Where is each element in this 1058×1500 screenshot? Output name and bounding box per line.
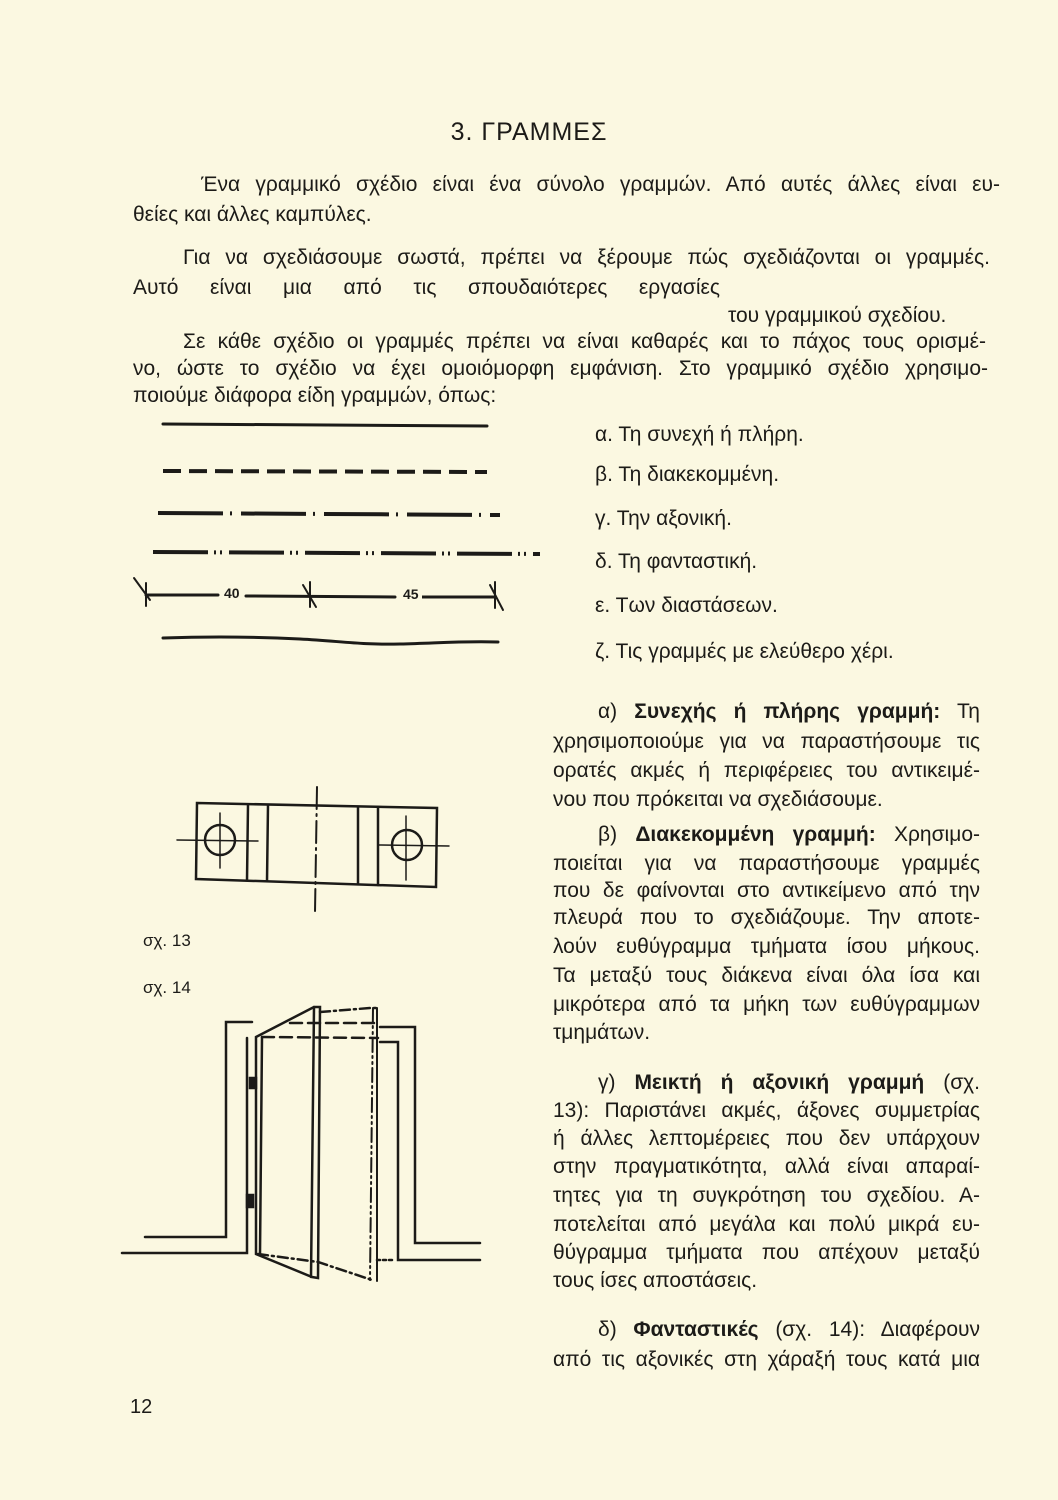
text-segment: Για να σχεδιάσουμε σωστά, πρέπει να ξέρουμε πώς σχεδιάζονται οι γραμμές.: [183, 246, 990, 269]
dimension-label: 45: [400, 586, 422, 602]
text-segment: του γραμμικού σχεδίου.: [728, 304, 947, 327]
bold-term: Διακεκομμένη γραμμή:: [635, 823, 876, 846]
text-segment: α): [598, 700, 635, 723]
text-segment: λούν ευθύγραμμα τμήματα ίσου μήκους.: [553, 935, 980, 958]
freehand-line-sample: [163, 637, 498, 644]
text-segment: από τις αξονικές στη χάραξή τους κατά μια: [553, 1348, 980, 1371]
dimension-line-sample: [134, 578, 503, 610]
dash-dot-line-sample: [158, 513, 500, 515]
figure-13-drawing: [177, 787, 449, 912]
bold-term: Συνεχής ή πλήρης γραμμή:: [634, 700, 941, 723]
text-segment: ποτελείται από μεγάλα και πολύ μικρά ευ-: [553, 1213, 980, 1236]
text-segment: πλευρά που το σχεδιάζουμε. Την αποτε-: [553, 906, 980, 929]
text-segment: Χρησιμο-: [875, 823, 980, 846]
bold-term: Μεικτή ή αξονική γραμμή: [634, 1071, 925, 1094]
text-segment: θύγραμμα τμήματα που απέχουν μεταξύ: [553, 1241, 980, 1264]
dimension-label: 40: [221, 585, 243, 601]
text-segment: β): [598, 823, 636, 846]
text-segment: Αυτό είναι μια από τις σπουδαιότερες εργασίες: [133, 276, 720, 299]
text-segment: Τη: [940, 700, 980, 723]
list-item: β. Τη διακεκομμένη.: [595, 463, 780, 486]
figure-14-door-drawing: [122, 1007, 480, 1281]
text-segment: (σχ.: [924, 1071, 980, 1094]
text-segment: που δε φαίνονται στο αντικείμενο από την: [553, 879, 980, 902]
text-segment: Σε κάθε σχέδιο οι γραμμές πρέπει να είναι καθαρές και το πάχος τους ορισμέ-: [183, 330, 986, 353]
text-segment: γ): [598, 1071, 635, 1094]
dashed-line-sample: [163, 471, 487, 472]
text-segment: ή άλλες λεπτομέρειες που δεν υπάρχουν: [553, 1127, 980, 1150]
text-segment: μικρότερα από τα μήκη των ευθύγραμμων: [553, 993, 980, 1016]
text-segment: δ): [598, 1318, 634, 1341]
text-segment: θείες και άλλες καμπύλες.: [133, 203, 372, 226]
figure-13-caption: σχ. 13: [143, 931, 191, 950]
text-segment: νου που πρόκειται να σχεδιάσουμε.: [553, 788, 883, 811]
text-segment: νο, ώστε το σχέδιο να έχει ομοιόμορφη εμφάνιση. Στο γραμμικό σχέδιο χρησιμο-: [133, 357, 988, 380]
page-title: 3. ΓΡΑΜΜΕΣ: [450, 118, 608, 146]
page-number: 12: [130, 1396, 153, 1418]
text-segment: Ένα γραμμικό σχέδιο είναι ένα σύνολο γραμμών. Από αυτές άλλες είναι ευ-: [201, 173, 1000, 196]
list-item: α. Τη συνεχή ή πλήρη.: [595, 423, 804, 446]
bold-term: Φανταστικές: [633, 1318, 759, 1341]
solid-line-sample: [163, 424, 487, 426]
text-segment: χρησιμοποιούμε για να παραστήσουμε τις: [553, 730, 980, 753]
text-segment: ποιείται για να παραστήσουμε γραμμές: [553, 852, 980, 875]
text-segment: τμημάτων.: [553, 1021, 651, 1044]
list-item: ε. Των διαστάσεων.: [595, 594, 778, 617]
dash-double-dot-line-sample: [153, 552, 540, 554]
list-item: ζ. Τις γραμμές με ελεύθερο χέρι.: [595, 640, 894, 663]
text-segment: τους ίσες αποστάσεις.: [553, 1269, 758, 1292]
text-segment: ποιούμε διάφορα είδη γραμμών, όπως:: [133, 384, 497, 407]
text-segment: 13): Παριστάνει ακμές, άξονες συμμετρίας: [553, 1099, 980, 1122]
text-segment: τητες για τη συγκρότηση του σχεδίου. Α-: [553, 1184, 980, 1207]
text-segment: Τα μεταξύ τους διάκενα είναι όλα ίσα και: [553, 964, 980, 987]
text-segment: (σχ. 14): Διαφέρουν: [758, 1318, 980, 1341]
list-item: γ. Την αξονική.: [595, 507, 732, 530]
list-item: δ. Τη φανταστική.: [595, 550, 758, 573]
text-segment: ορατές ακμές ή περιφέρειες του αντικειμέ-: [553, 759, 980, 782]
figure-14-caption: σχ. 14: [143, 978, 191, 997]
text-segment: στην πραγματικότητα, αλλά είναι απαραί-: [553, 1155, 980, 1178]
